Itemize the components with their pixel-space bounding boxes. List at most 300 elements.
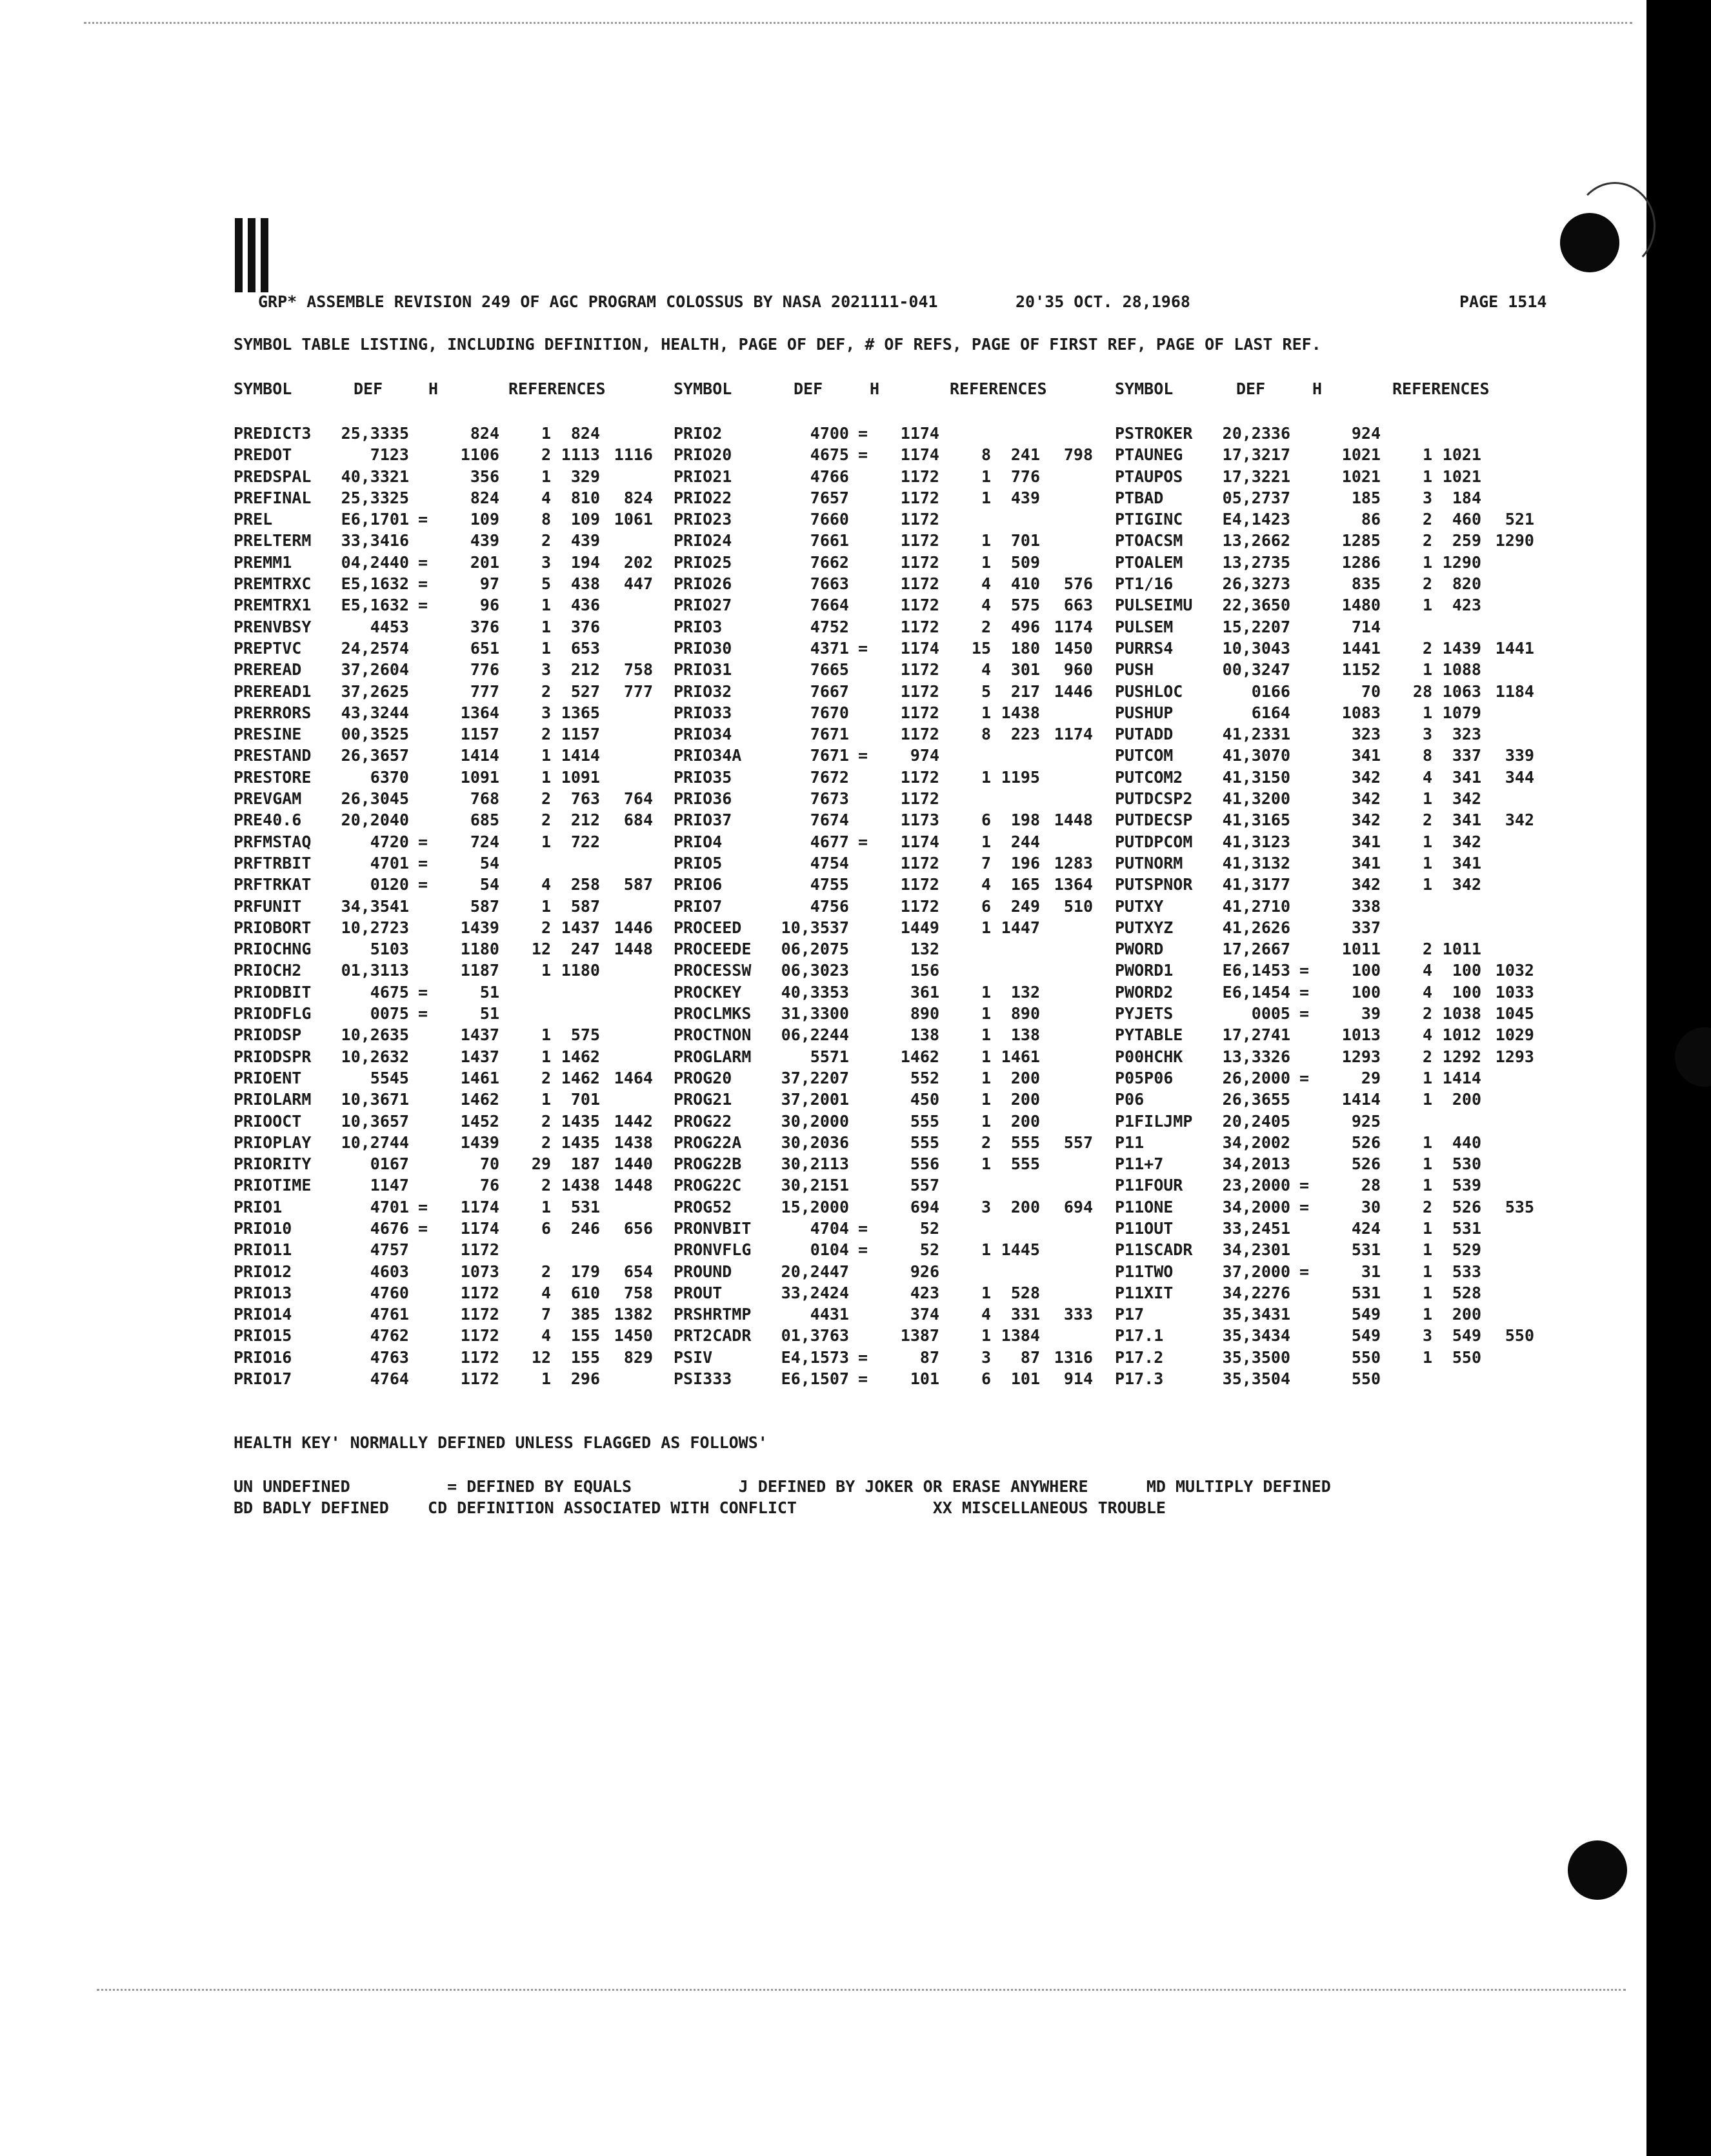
def-cell: 4676	[370, 1218, 409, 1238]
symbol-cell: PREMM1	[234, 552, 292, 572]
ref-count-cell: 2	[1422, 1004, 1432, 1023]
symbol-cell: P11+7	[1115, 1154, 1164, 1174]
ref-count-cell: 1	[541, 832, 551, 851]
first-ref-cell: 1461	[1001, 1047, 1040, 1066]
def-cell: 41,2626	[1222, 918, 1290, 937]
ref-count-cell: 7	[541, 1305, 551, 1324]
def-page-cell: 926	[910, 1262, 939, 1281]
first-ref-cell: 575	[1010, 596, 1040, 615]
def-cell: 05,2737	[1222, 488, 1290, 507]
ref-count-cell: 1	[981, 918, 991, 937]
def-cell: 30,2113	[781, 1154, 849, 1174]
last-ref-cell: 333	[1063, 1305, 1093, 1324]
symbol-cell: PRFTRKAT	[234, 875, 312, 894]
def-page-cell: 376	[470, 617, 499, 636]
def-cell: 24,2574	[341, 638, 409, 658]
listing-banner: GRP* ASSEMBLE REVISION 249 OF AGC PROGRAM COLOSSUS BY NASA 2021111-041 20'35 OCT. 28,1968	[258, 292, 1190, 311]
def-cell: 4701	[370, 1197, 409, 1216]
ref-count-cell: 1	[1422, 1305, 1432, 1324]
symbol-cell: PYJETS	[1115, 1004, 1174, 1023]
ref-count-cell: 4	[1422, 1025, 1432, 1045]
ref-count-cell: 1	[981, 1025, 991, 1045]
def-page-cell: 342	[1351, 875, 1381, 894]
first-ref-cell: 460	[1452, 510, 1481, 529]
symbol-cell: P11ONE	[1115, 1197, 1174, 1216]
first-ref-cell: 526	[1452, 1197, 1481, 1216]
symbol-cell: PROCLMKS	[674, 1004, 752, 1023]
last-ref-cell: 1029	[1495, 1025, 1534, 1045]
def-cell: 15,2000	[781, 1197, 849, 1216]
def-cell: 4757	[370, 1240, 409, 1260]
def-cell: 40,3321	[341, 467, 409, 486]
def-cell: 33,2424	[781, 1283, 849, 1302]
def-cell: 4763	[370, 1347, 409, 1367]
first-ref-cell: 1435	[561, 1111, 600, 1131]
def-cell: 4761	[370, 1305, 409, 1324]
def-page-cell: 1414	[1341, 1090, 1381, 1109]
first-ref-cell: 1462	[561, 1068, 600, 1087]
symbol-cell: PRIO7	[674, 896, 723, 916]
ref-count-cell: 3	[541, 703, 551, 722]
def-cell: 26,3273	[1222, 574, 1290, 594]
def-cell: 17,2741	[1222, 1025, 1290, 1045]
def-cell: 00,3525	[341, 725, 409, 744]
def-page-cell: 1174	[900, 638, 939, 658]
def-page-cell: 1172	[900, 467, 939, 486]
ref-count-cell: 1	[541, 617, 551, 636]
def-cell: 7672	[810, 767, 849, 787]
column-header-health: H	[1312, 379, 1323, 398]
symbol-cell: PROGLARM	[674, 1047, 752, 1066]
ref-count-cell: 4	[1422, 961, 1432, 980]
def-cell: 7663	[810, 574, 849, 594]
symbol-cell: PRIODBIT	[234, 982, 312, 1002]
def-cell: 22,3650	[1222, 596, 1290, 615]
ref-count-cell: 6	[981, 896, 991, 916]
ref-count-cell: 12	[531, 940, 551, 959]
def-cell: E5,1632	[341, 574, 409, 594]
symbol-cell: P17.1	[1115, 1326, 1164, 1345]
ref-count-cell: 2	[541, 811, 551, 830]
first-ref-cell: 824	[570, 424, 600, 443]
first-ref-cell: 509	[1010, 552, 1040, 572]
def-cell: 40,3353	[781, 982, 849, 1002]
def-cell: 35,3431	[1222, 1305, 1290, 1324]
symbol-cell: PUTNORM	[1115, 853, 1183, 872]
def-cell: 7662	[810, 552, 849, 572]
symbol-cell: PRESTORE	[234, 767, 312, 787]
symbol-cell: PT1/16	[1115, 574, 1174, 594]
first-ref-cell: 555	[1010, 1133, 1040, 1152]
def-cell: E6,1454	[1222, 982, 1290, 1002]
column-header-def: DEF	[354, 379, 383, 398]
def-page-cell: 1172	[900, 896, 939, 916]
last-ref-cell: 550	[1505, 1326, 1534, 1345]
last-ref-cell: 663	[1063, 596, 1093, 615]
symbol-cell: P11FOUR	[1115, 1176, 1183, 1195]
first-ref-cell: 341	[1452, 811, 1481, 830]
symbol-cell: PUSHLOC	[1115, 681, 1183, 701]
def-cell: 7660	[810, 510, 849, 529]
def-cell: E6,1453	[1222, 961, 1290, 980]
ref-count-cell: 1	[541, 467, 551, 486]
def-cell: 41,2710	[1222, 896, 1290, 916]
def-cell: 26,2000	[1222, 1068, 1290, 1087]
ref-count-cell: 1	[981, 703, 991, 722]
symbol-cell: PROG22	[674, 1111, 732, 1131]
symbol-cell: PRIO3	[674, 617, 723, 636]
health-cell: =	[1299, 961, 1310, 980]
def-page-cell: 1174	[460, 1218, 499, 1238]
ref-count-cell: 2	[1422, 510, 1432, 529]
def-cell: 7673	[810, 789, 849, 809]
def-page-cell: 1172	[900, 660, 939, 680]
health-cell: =	[858, 1347, 868, 1367]
def-page-cell: 39	[1361, 1004, 1381, 1023]
ref-count-cell: 1	[1422, 1347, 1432, 1367]
def-page-cell: 87	[919, 1347, 939, 1367]
def-page-cell: 694	[910, 1197, 939, 1216]
last-ref-cell: 510	[1063, 896, 1093, 916]
first-ref-cell: 1063	[1442, 681, 1481, 701]
first-ref-cell: 341	[1452, 767, 1481, 787]
def-page-cell: 549	[1351, 1326, 1381, 1345]
def-page-cell: 1174	[900, 445, 939, 465]
last-ref-cell: 1174	[1054, 617, 1093, 636]
last-ref-cell: 202	[623, 552, 653, 572]
ref-count-cell: 1	[1422, 1154, 1432, 1174]
def-cell: 7674	[810, 811, 849, 830]
def-page-cell: 342	[1351, 811, 1381, 830]
symbol-cell: PRONVBIT	[674, 1218, 752, 1238]
ref-count-cell: 1	[981, 1068, 991, 1087]
symbol-cell: PRIO1	[234, 1197, 283, 1216]
last-ref-cell: 764	[623, 789, 653, 809]
def-page-cell: 51	[479, 1004, 499, 1023]
symbol-cell: P11XIT	[1115, 1283, 1174, 1302]
symbol-cell: P11TWO	[1115, 1262, 1174, 1281]
last-ref-cell: 684	[623, 811, 653, 830]
def-cell: 4371	[810, 638, 849, 658]
health-cell: =	[858, 445, 868, 465]
def-page-cell: 1437	[460, 1025, 499, 1045]
symbol-cell: PRESTAND	[234, 746, 312, 765]
last-ref-cell: 1364	[1054, 875, 1093, 894]
symbol-cell: PRIO34A	[674, 746, 742, 765]
first-ref-cell: 165	[1010, 875, 1040, 894]
ref-count-cell: 1	[541, 596, 551, 615]
def-page-cell: 450	[910, 1090, 939, 1109]
ref-count-cell: 2	[541, 1176, 551, 1195]
def-cell: 26,3655	[1222, 1090, 1290, 1109]
ref-count-cell: 1	[541, 1025, 551, 1045]
health-cell: =	[418, 1197, 428, 1216]
first-ref-cell: 100	[1452, 982, 1481, 1002]
symbol-cell: PUTDECSP	[1115, 811, 1193, 830]
symbol-cell: PRIO37	[674, 811, 732, 830]
def-cell: 37,2207	[781, 1068, 849, 1087]
last-ref-cell: 960	[1063, 660, 1093, 680]
def-cell: 4752	[810, 617, 849, 636]
symbol-cell: PRIO30	[674, 638, 732, 658]
first-ref-cell: 138	[1010, 1025, 1040, 1045]
ref-count-cell: 1	[981, 1111, 991, 1131]
def-page-cell: 555	[910, 1111, 939, 1131]
first-ref-cell: 528	[1010, 1283, 1040, 1302]
symbol-cell: PWORD1	[1115, 961, 1174, 980]
def-cell: 37,2625	[341, 681, 409, 701]
symbol-cell: PRIOOCT	[234, 1111, 302, 1131]
def-page-cell: 185	[1351, 488, 1381, 507]
last-ref-cell: 1382	[614, 1305, 653, 1324]
def-page-cell: 776	[470, 660, 499, 680]
def-page-cell: 101	[910, 1369, 939, 1389]
def-page-cell: 342	[1351, 767, 1381, 787]
first-ref-cell: 1414	[1442, 1068, 1481, 1087]
symbol-cell: PRIO23	[674, 510, 732, 529]
def-page-cell: 439	[470, 531, 499, 550]
def-cell: 35,3500	[1222, 1347, 1290, 1367]
def-cell: 7671	[810, 725, 849, 744]
def-page-cell: 361	[910, 982, 939, 1002]
first-ref-cell: 1292	[1442, 1047, 1481, 1066]
def-page-cell: 1452	[460, 1111, 499, 1131]
top-perforation-line	[84, 22, 1632, 24]
first-ref-cell: 587	[570, 896, 600, 916]
def-page-cell: 714	[1351, 617, 1381, 636]
symbol-cell: P17.3	[1115, 1369, 1164, 1389]
first-ref-cell: 496	[1010, 617, 1040, 636]
symbol-cell: PROG22C	[674, 1176, 742, 1195]
def-cell: E5,1632	[341, 596, 409, 615]
def-cell: 4675	[370, 982, 409, 1002]
health-key-heading: HEALTH KEY' NORMALLY DEFINED UNLESS FLAGGED AS FOLLOWS'	[234, 1433, 768, 1452]
def-page-cell: 138	[910, 1025, 939, 1045]
health-cell: =	[1299, 1176, 1310, 1195]
symbol-cell: PRONVFLG	[674, 1240, 752, 1260]
def-page-cell: 96	[479, 596, 499, 615]
ref-count-cell: 1	[981, 832, 991, 851]
ref-count-cell: 1	[541, 767, 551, 787]
symbol-cell: PROCEEDE	[674, 940, 752, 959]
first-ref-cell: 438	[570, 574, 600, 594]
first-ref-cell: 101	[1010, 1369, 1040, 1389]
ref-count-cell: 5	[541, 574, 551, 594]
ref-count-cell: 1	[1422, 789, 1432, 809]
first-ref-cell: 132	[1010, 982, 1040, 1002]
first-ref-cell: 342	[1452, 789, 1481, 809]
def-cell: 4760	[370, 1283, 409, 1302]
ref-count-cell: 1	[981, 1283, 991, 1302]
def-cell: 20,2040	[341, 811, 409, 830]
symbol-cell: PRIORITY	[234, 1154, 312, 1174]
def-cell: 01,3763	[781, 1326, 849, 1345]
def-cell: 33,2451	[1222, 1218, 1290, 1238]
def-page-cell: 338	[1351, 896, 1381, 916]
def-cell: 41,3070	[1222, 746, 1290, 765]
def-cell: 10,3537	[781, 918, 849, 937]
bottom-perforation-line	[97, 1989, 1626, 1991]
def-page-cell: 1011	[1341, 940, 1381, 959]
def-cell: 04,2440	[341, 552, 409, 572]
def-page-cell: 1172	[900, 789, 939, 809]
def-page-cell: 557	[910, 1176, 939, 1195]
first-ref-cell: 1038	[1442, 1004, 1481, 1023]
health-cell: =	[858, 1218, 868, 1238]
def-page-cell: 100	[1351, 961, 1381, 980]
first-ref-cell: 246	[570, 1218, 600, 1238]
def-cell: 41,3165	[1222, 811, 1290, 830]
ref-count-cell: 2	[1422, 574, 1432, 594]
symbol-cell: P11	[1115, 1133, 1145, 1152]
ref-count-cell: 4	[981, 875, 991, 894]
symbol-cell: PRE40.6	[234, 811, 302, 830]
health-cell: =	[858, 424, 868, 443]
symbol-cell: P1FILJMP	[1115, 1111, 1193, 1131]
first-ref-cell: 100	[1452, 961, 1481, 980]
column-header-health: H	[428, 379, 439, 398]
first-ref-cell: 200	[1010, 1197, 1040, 1216]
def-cell: 10,2723	[341, 918, 409, 937]
first-ref-cell: 212	[570, 660, 600, 680]
def-cell: 25,3335	[341, 424, 409, 443]
first-ref-cell: 196	[1010, 853, 1040, 872]
ref-count-cell: 2	[1422, 940, 1432, 959]
first-ref-cell: 337	[1452, 746, 1481, 765]
ref-count-cell: 2	[541, 1262, 551, 1281]
first-ref-cell: 539	[1452, 1176, 1481, 1195]
def-page-cell: 1172	[900, 596, 939, 615]
def-cell: 0120	[370, 875, 409, 894]
first-ref-cell: 410	[1010, 574, 1040, 594]
def-cell: 35,3434	[1222, 1326, 1290, 1345]
ref-count-cell: 2	[541, 1111, 551, 1131]
binder-hole-bottom	[1568, 1840, 1627, 1900]
symbol-cell: PRIO31	[674, 660, 732, 680]
symbol-cell: PREDOT	[234, 445, 292, 465]
symbol-cell: PTIGINC	[1115, 510, 1183, 529]
ref-count-cell: 1	[1422, 1068, 1432, 1087]
def-page-cell: 555	[910, 1133, 939, 1152]
def-page-cell: 1172	[900, 617, 939, 636]
symbol-cell: PUSH	[1115, 660, 1154, 680]
def-cell: 23,2000	[1222, 1176, 1290, 1195]
column-header-symbol: SYMBOL	[674, 379, 732, 398]
def-page-cell: 1172	[460, 1326, 499, 1345]
def-cell: 4766	[810, 467, 849, 486]
def-page-cell: 777	[470, 681, 499, 701]
def-page-cell: 29	[1361, 1068, 1381, 1087]
def-page-cell: 1414	[460, 746, 499, 765]
def-cell: 41,3177	[1222, 875, 1290, 894]
last-ref-cell: 824	[623, 488, 653, 507]
first-ref-cell: 610	[570, 1283, 600, 1302]
symbol-cell: P17.2	[1115, 1347, 1164, 1367]
last-ref-cell: 1448	[614, 940, 653, 959]
health-cell: =	[1299, 1197, 1310, 1216]
def-cell: 06,2075	[781, 940, 849, 959]
last-ref-cell: 1440	[614, 1154, 653, 1174]
def-page-cell: 70	[479, 1154, 499, 1174]
first-ref-cell: 439	[570, 531, 600, 550]
first-ref-cell: 1021	[1442, 445, 1481, 465]
def-page-cell: 1172	[900, 853, 939, 872]
def-page-cell: 54	[479, 875, 499, 894]
def-cell: 17,2667	[1222, 940, 1290, 959]
ref-count-cell: 1	[1422, 1090, 1432, 1109]
column-header-references: REFERENCES	[508, 379, 606, 398]
def-page-cell: 1462	[900, 1047, 939, 1066]
def-page-cell: 1152	[1341, 660, 1381, 680]
symbol-cell: PTOACSM	[1115, 531, 1183, 550]
first-ref-cell: 440	[1452, 1133, 1481, 1152]
def-cell: 7665	[810, 660, 849, 680]
def-cell: 7671	[810, 746, 849, 765]
def-cell: E6,1507	[781, 1369, 849, 1389]
last-ref-cell: 339	[1505, 746, 1534, 765]
health-key-line-1: UN UNDEFINED = DEFINED BY EQUALS J DEFINED BY JOKER OR ERASE ANYWHERE MD MULTIPLY DEFINED	[234, 1477, 1331, 1496]
def-page-cell: 1083	[1341, 703, 1381, 722]
ref-count-cell: 1	[1422, 832, 1432, 851]
symbol-cell: PWORD2	[1115, 982, 1174, 1002]
symbol-cell: PROCEED	[674, 918, 742, 937]
def-cell: 17,3217	[1222, 445, 1290, 465]
binder-hole-top	[1560, 213, 1619, 272]
def-page-cell: 824	[470, 424, 499, 443]
ref-count-cell: 8	[981, 725, 991, 744]
def-cell: 25,3325	[341, 488, 409, 507]
def-cell: 37,2000	[1222, 1262, 1290, 1281]
def-cell: 06,3023	[781, 961, 849, 980]
ref-count-cell: 1	[981, 1047, 991, 1066]
def-page-cell: 76	[479, 1176, 499, 1195]
def-page-cell: 587	[470, 896, 499, 916]
column-header-references: REFERENCES	[1392, 379, 1490, 398]
def-cell: 4453	[370, 617, 409, 636]
def-page-cell: 1439	[460, 1133, 499, 1152]
symbol-cell: PRIO20	[674, 445, 732, 465]
symbol-cell: PROCESSW	[674, 961, 752, 980]
health-cell: =	[418, 1004, 428, 1023]
last-ref-cell: 447	[623, 574, 653, 594]
def-cell: E6,1701	[341, 510, 409, 529]
ref-count-cell: 2	[981, 617, 991, 636]
def-page-cell: 1437	[460, 1047, 499, 1066]
ref-count-cell: 4	[541, 875, 551, 894]
first-ref-cell: 200	[1010, 1111, 1040, 1131]
ref-count-cell: 2	[1422, 638, 1432, 658]
ref-count-cell: 1	[1422, 853, 1432, 872]
def-page-cell: 1157	[460, 725, 499, 744]
def-page-cell: 1439	[460, 918, 499, 937]
symbol-cell: PRSHRTMP	[674, 1305, 752, 1324]
first-ref-cell: 423	[1452, 596, 1481, 615]
def-cell: 13,3326	[1222, 1047, 1290, 1066]
def-cell: 6370	[370, 767, 409, 787]
def-cell: 17,3221	[1222, 467, 1290, 486]
symbol-cell: PRIO13	[234, 1283, 292, 1302]
def-page-cell: 1449	[900, 918, 939, 937]
symbol-cell: PUTCOM	[1115, 746, 1174, 765]
def-page-cell: 70	[1361, 681, 1381, 701]
ref-count-cell: 15	[971, 638, 991, 658]
symbol-cell: P17	[1115, 1305, 1145, 1324]
symbol-cell: PRIO2	[674, 424, 723, 443]
first-ref-cell: 528	[1452, 1283, 1481, 1302]
def-cell: 34,2276	[1222, 1283, 1290, 1302]
symbol-cell: PRENVBSY	[234, 617, 312, 636]
def-page-cell: 1172	[460, 1283, 499, 1302]
